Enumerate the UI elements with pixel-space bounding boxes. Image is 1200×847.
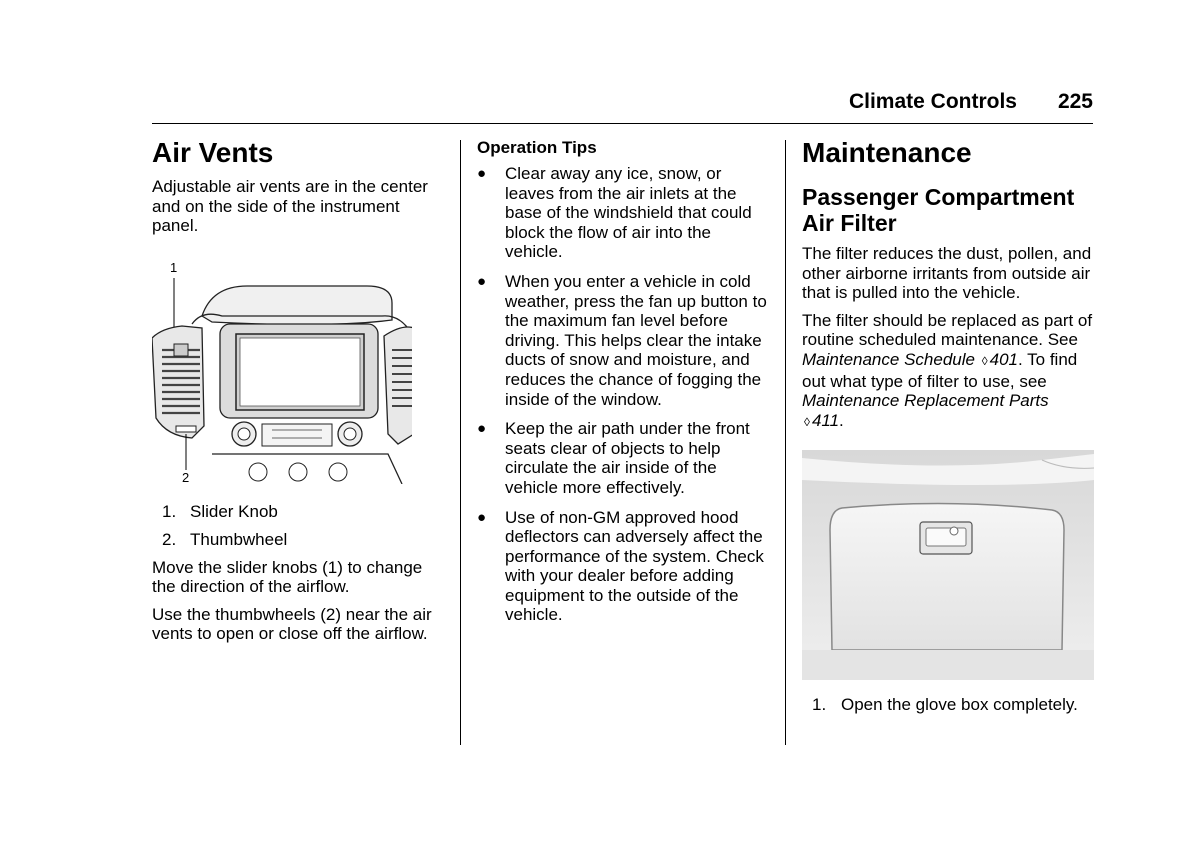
tip-text: Clear away any ice, snow, or leaves from the air inlets at the base of the windshield that could block the flow of air into the vehicle. (505, 164, 752, 262)
page-number: 225 (1057, 90, 1093, 113)
legend-label: Slider Knob (190, 502, 278, 522)
list-item (477, 272, 772, 409)
list-item (477, 419, 772, 497)
air-filter-heading: Passenger Compartment Air Filter (802, 184, 1075, 236)
tip-text: Keep the air path under the front seats clear of objects to help circulate the air inside of the vehicle more effectively. (505, 419, 750, 497)
callout-2: 2 (182, 469, 190, 484)
legend-number: 1. (162, 502, 177, 522)
air-vents-heading: Air Vents (152, 137, 274, 168)
page-ref-icon: ◊ (981, 353, 988, 368)
bullet: ● (477, 272, 487, 290)
tips-list (477, 164, 772, 625)
air-vents-column (152, 138, 447, 652)
callout-1: 1 (170, 259, 178, 275)
tip-text: Use of non-GM approved hood deflectors can adversely affect the performance of the system. Check with your dealer before adding equipment to the outside of the vehicle. (505, 507, 764, 625)
replacement-parts-link[interactable]: Maintenance Replacement Parts (802, 391, 1049, 411)
caption-number: 1. (812, 694, 827, 714)
list-item (477, 164, 772, 262)
section-title: Climate Controls (848, 90, 1017, 113)
dashboard-illustration (152, 258, 412, 484)
bullet: ● (477, 165, 487, 182)
filter-paragraph: The filter reduces the dust, pollen, and other airborne irritants from outside air that is pulled into the vehicle. (802, 244, 1092, 303)
maintenance-schedule-link[interactable]: Maintenance Schedule (802, 349, 975, 369)
operation-tips-column (477, 138, 772, 635)
legend-number: 2. (162, 529, 177, 549)
photo-caption (802, 695, 1094, 715)
replacement-paragraph: The filter should be replaced as part of routine scheduled maintenance. See Maintenance Schedule ◊ 401. To find out what type of filter to use, see Maintenance Replacement Parts ◊ 411. (802, 310, 1093, 430)
callout-legend (152, 502, 447, 549)
slider-paragraph: Move the slider knobs (1) to change the direction of the airflow. (152, 557, 423, 597)
maintenance-heading: Maintenance (802, 137, 972, 168)
maintenance-column (802, 138, 1094, 715)
bullet: ● (477, 508, 487, 526)
glove-box-photo (802, 450, 1094, 685)
page-ref-icon: ◊ (804, 414, 810, 429)
air-vents-intro: Adjustable air vents are in the center and on the side of the instrument panel. (152, 177, 428, 236)
column-divider-1 (460, 140, 461, 745)
legend-item (152, 530, 447, 550)
page-header (152, 88, 1093, 124)
list-item (477, 508, 772, 626)
column-divider-2 (785, 140, 786, 745)
page-ref-401[interactable]: 401 (989, 349, 1019, 369)
legend-label: Thumbwheel (190, 529, 288, 549)
legend-item (152, 502, 447, 522)
operation-tips-heading: Operation Tips (477, 138, 597, 157)
page-ref-411[interactable]: 411 (811, 410, 840, 430)
glove-box-image (802, 450, 1094, 680)
bullet: ● (477, 420, 487, 438)
caption-text: Open the glove box completely. (841, 694, 1078, 714)
tip-text: When you enter a vehicle in cold weather, press the fan up button to the maximum fan level before driving. This helps clear the intake ducts of snow and moisture, and reduces the chance of fogging the inside of the window. (505, 271, 767, 409)
thumbwheel-paragraph: Use the thumbwheels (2) near the air vents to open or close off the airflow. (152, 604, 432, 644)
air-vents-figure (152, 258, 447, 489)
